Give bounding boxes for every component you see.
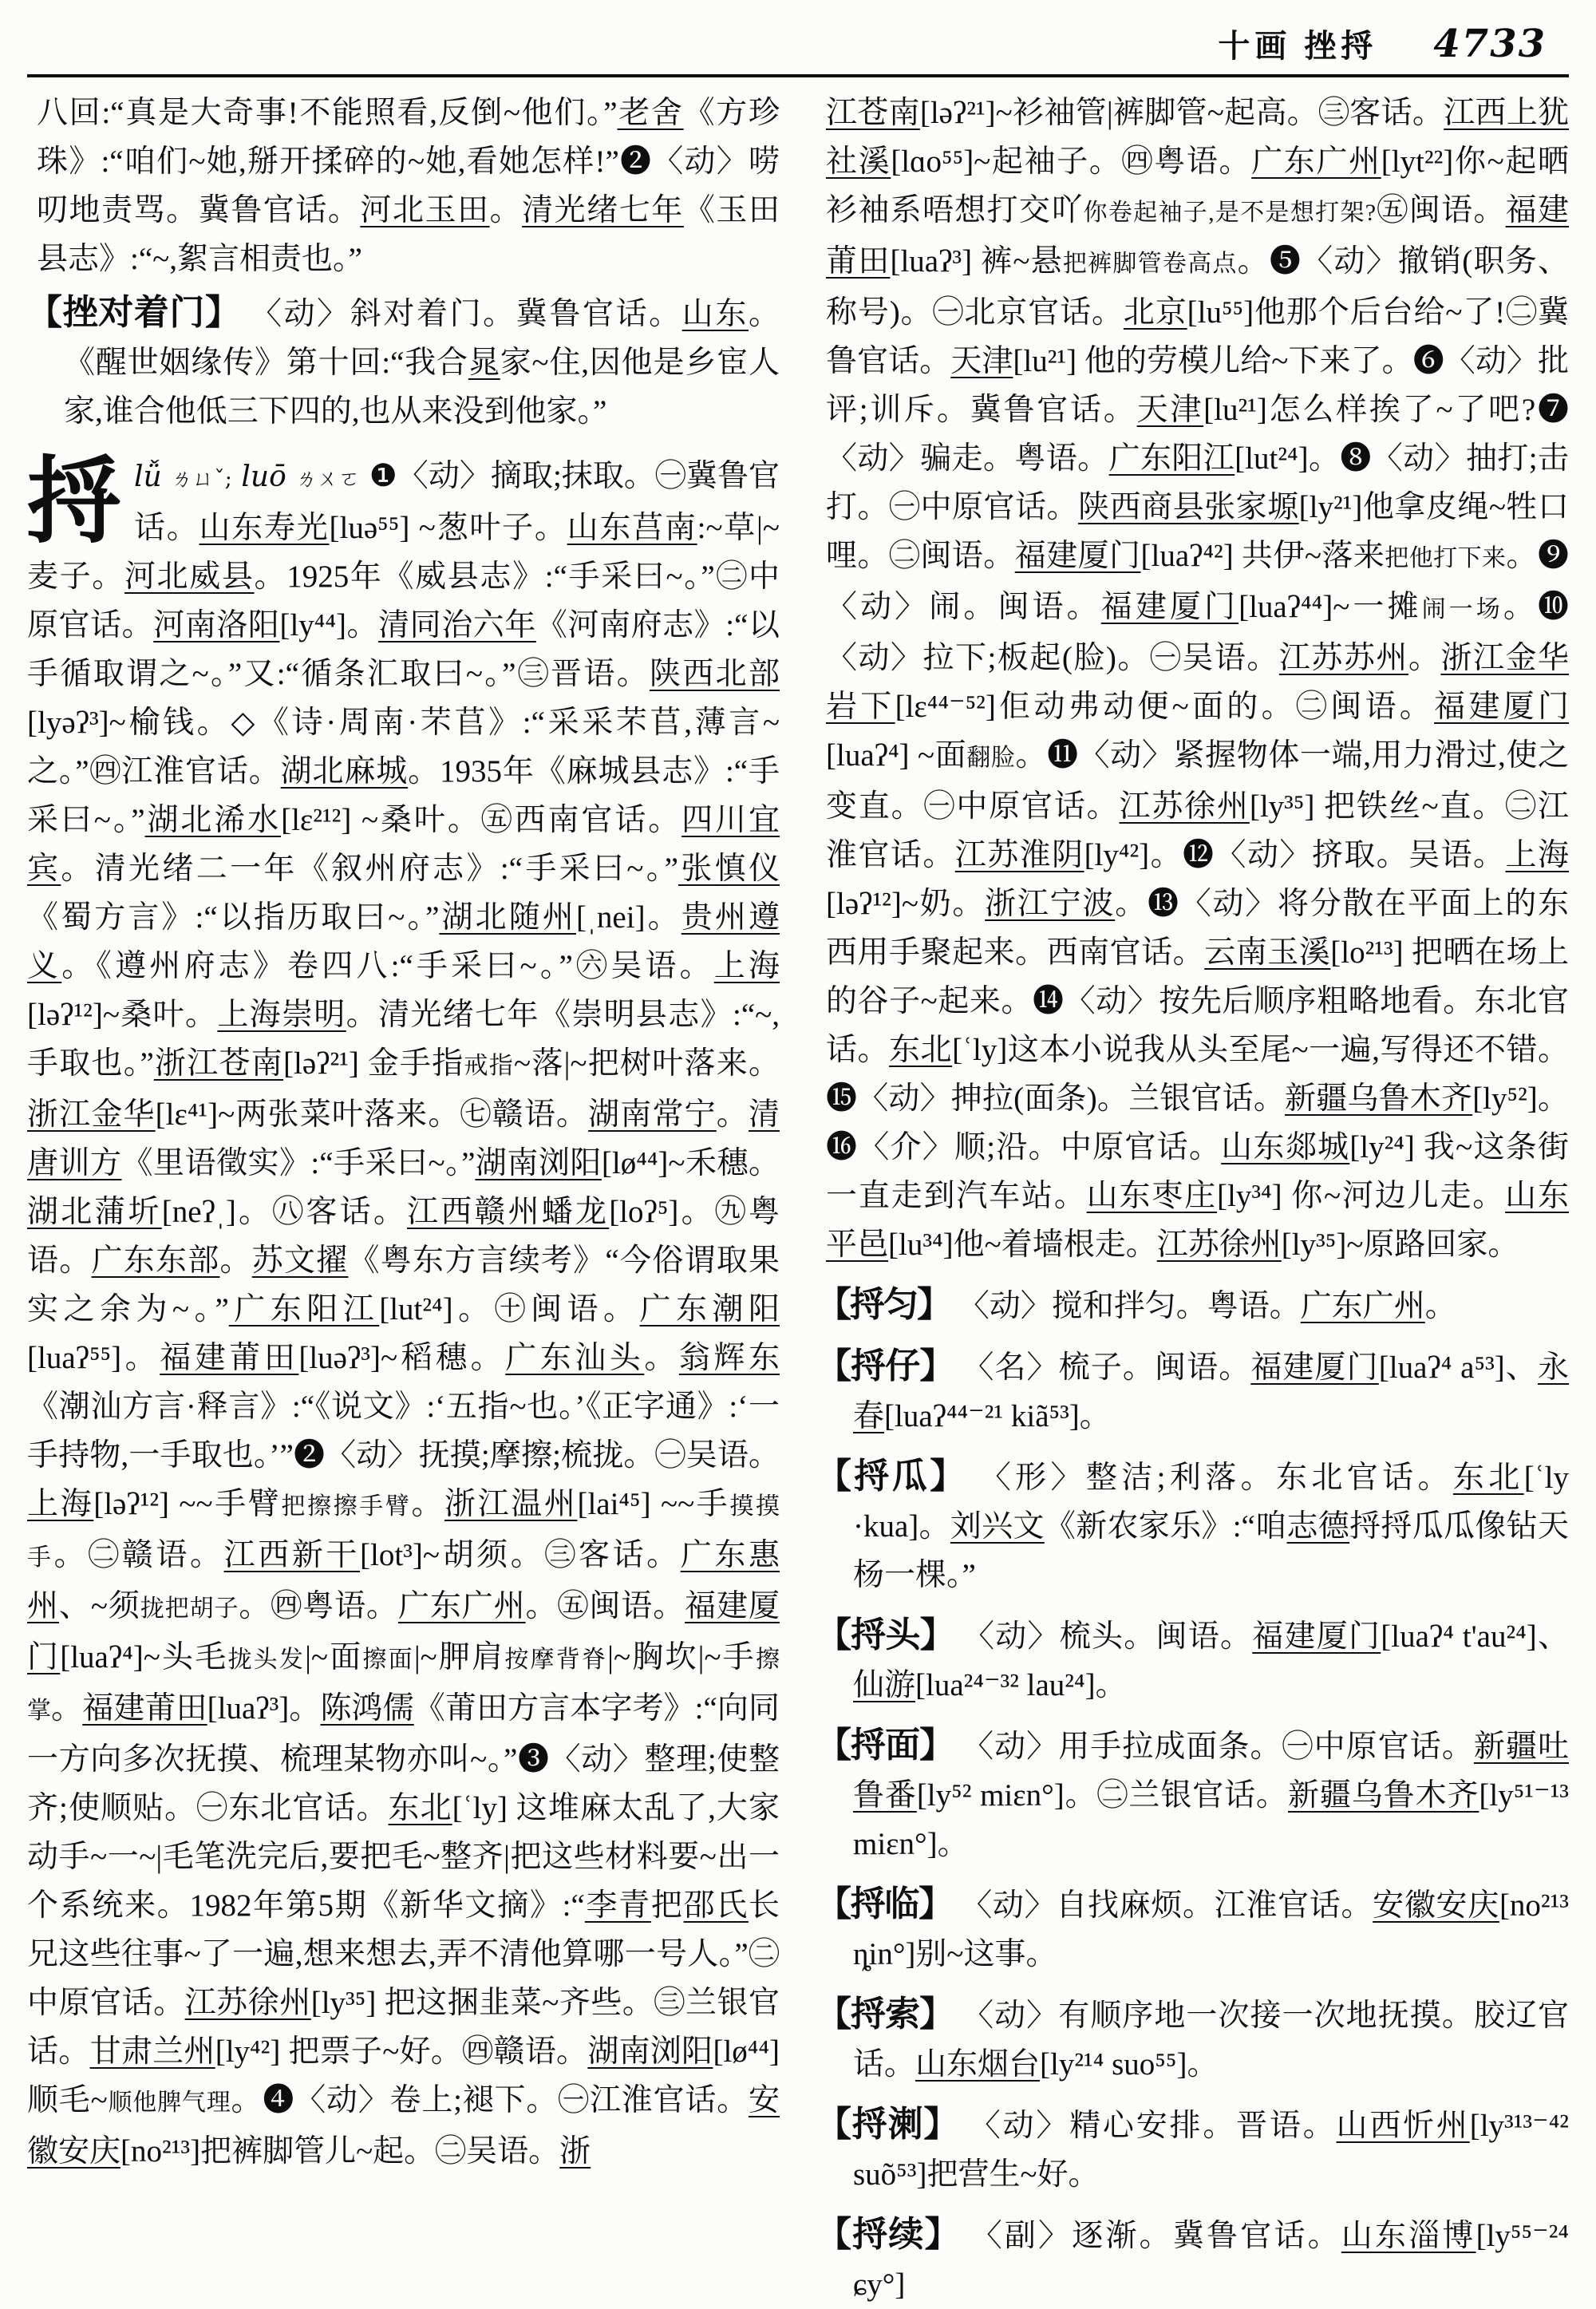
entry-headword: 【捋索】	[816, 1995, 954, 2034]
entry-headword: 【捋头】	[816, 1615, 954, 1655]
entry-body: ❶〈动〉摘取;抹取。㊀冀鲁官话。山东寿光[luə⁵⁵] ~葱叶子。山东莒南:~草|~麦子。河北威县。1925年《威县志》:“手采曰~。”㊁中原官话。河南洛阳[ly⁴⁴]。清同治六年《河南府志》:“以手循取谓之~。”又:“循条汇取曰~。”㊂晋语。陕西北部[lyəʔ³]~榆钱。◇《诗·周南·芣苢》:“采采芣苢,薄言~之。”㊃江淮官话。湖北麻城。1935年《麻城县志》:“手采曰~。”湖北浠水[lɛ²¹²] ~桑叶。㊄西南官话。四川宜宾。清光绪二一年《叙州府志》:“手采曰~。”张慎仪《蜀方言》:“以指历取曰~。”湖北随州[ˌnei]。贵州遵义。《遵州府志》卷四八:“手采曰~。”㊅吴语。上海[ləʔ¹²]~桑叶。上海崇明。清光绪七年《崇明县志》:“~,手取也。”浙江苍南[ləʔ²¹] 金手指戒指~落|~把树叶落来。浙江金华[lɛ⁴¹]~两张菜叶落来。㊆赣语。湖南常宁。清唐训方《里语徵实》:“手采曰~。”湖南浏阳[lø⁴⁴]~禾穗。湖北蒲圻[neʔˌ]。㊇客话。江西赣州蟠龙[loʔ⁵]。㊈粤语。广东东部。苏文擢《粤东方言续考》“今俗谓取果实之余为~。”广东阳江[lut²⁴]。㊉闽语。广东潮阳[luaʔ⁵⁵]。福建莆田[luəʔ³]~稻穗。广东汕头。翁辉东《潮汕方言·释言》:“《说文》:‘五指~也。’《正字通》:‘一手持物,一手取也。’”❷〈动〉抚摸;摩擦;梳拢。㊀吴语。上海[ləʔ¹²] ~~手臂把擦擦手臂。浙江温州[lai⁴⁵] ~~手摸摸手。㊁赣语。江西新干[lot³]~胡须。㊂客话。广东惠州、~须拢把胡子。㊃粤语。广东广州。㊄闽语。福建厦门[luaʔ⁴]~头毛拢头发|~面擦面|~胛肩按摩背脊|~胸坎|~手擦掌。福建莆田[luaʔ³]。陈鸿儒《莆田方言本字考》:“向同一方向多次抚摸、梳理某物亦叫~。”❸〈动〉整理;使整齐;使顺贴。㊀东北官话。东北[ʿly] 这堆麻太乱了,大家动手~一~|毛笔洗完后,要把毛~整齐|把这些材料要~出一个系统来。1982年第5期《新华文摘》:“李青把邵氏长兄这些往事~了一遍,想来想去,弄不清他算哪一号人。”㊁中原官话。江苏徐州[ly³⁵] 把这捆韭菜~齐些。㊂兰银官话。甘肃兰州[ly⁴²] 把票子~好。㊃赣语。湖南浏阳[lø⁴⁴]顺毛~顺他脾气理。❹〈动〉卷上;褪下。㊀江淮官话。安徽安庆[no²¹³]把裤脚管儿~起。㊁吴语。浙	[27, 459, 780, 2169]
dict-entry	[816, 1342, 1569, 1441]
entry-body: 〈形〉整洁;利落。东北官话。东北[ʿly ·kua]。刘兴文《新农家乐》:“咱志德捋捋瓜瓜像钻天杨一棵。”	[853, 1461, 1570, 1592]
continuation-paragraph: 八回:“真是大奇事!不能照看,反倒~他们。”老舍《方珍珠》:“咱们~她,掰开揉碎的~她,看她怎样!”❷〈动〉唠叨地责骂。冀鲁官话。河北玉田。清光绪七年《玉田县志》:“~,絮言相责也。”	[37, 96, 780, 276]
entry-body: 〈副〉逐渐。冀鲁官话。山东淄博[ly⁵⁵⁻²⁴ ɕy°]	[853, 2219, 1569, 2302]
entry-body: 〈动〉自找麻烦。江淮官话。安徽安庆[no²¹³ ȵin°]别~这事。	[853, 1888, 1570, 1971]
left-column	[27, 89, 780, 2309]
dict-entry	[816, 1721, 1569, 1868]
dict-entry	[816, 1880, 1569, 1979]
page-number: 4733	[1433, 22, 1547, 66]
entry-headword: 【捋续】	[816, 2215, 961, 2254]
two-column-body	[27, 89, 1569, 2309]
entry-headword: 【捋溂】	[816, 2105, 960, 2144]
entry-headword: 【捋瓜】	[816, 1457, 968, 1496]
page-header	[27, 14, 1569, 74]
dict-entry	[816, 1452, 1569, 1599]
entry-body: 〈动〉搅和拌匀。粤语。广东广州。	[958, 1289, 1456, 1323]
dict-entry	[816, 2100, 1569, 2199]
pronunciation: lǚ ㄌㄩˇ; luō ㄌㄨㄛ	[134, 461, 361, 493]
entry-headword: 【捋面】	[816, 1726, 954, 1765]
entry-headword: 【挫对着门】	[27, 293, 241, 332]
dict-entry-cuoduizhemen	[27, 288, 780, 436]
continuation-paragraph: 江苍南[ləʔ²¹]~衫袖管|裤脚管~起高。㊂客话。江西上犹社溪[lɑo⁵⁵]~起袖子。㊃粤语。广东广州[lyt²²]你~起晒衫袖系唔想打交吖你卷起袖子,是不是想打架?㊄闽语。福建莆田[luaʔ³] 裤~悬把裤脚管卷高点。❺〈动〉撤销(职务、称号)。㊀北京官话。北京[lu⁵⁵]他那个后台给~了!㊁冀鲁官话。天津[lu²¹] 他的劳模儿给~下来了。❻〈动〉批评;训斥。冀鲁官话。天津[lu²¹]怎么样挨了~了吧?❼〈动〉骗走。粤语。广东阳江[lut²⁴]。❽〈动〉抽打;击打。㊀中原官话。陕西商县张家塬[ly²¹]他拿皮绳~牲口哩。㊁闽语。福建厦门[luaʔ⁴²] 共伊~落来把他打下来。❾〈动〉闹。闽语。福建厦门[luaʔ⁴⁴]~一摊闹一场。❿〈动〉拉下;板起(脸)。㊀吴语。江苏苏州。浙江金华岩下[lɛ⁴⁴⁻⁵²]佢动弗动便~面的。㊁闽语。福建厦门[luaʔ⁴] ~面翻脸。⓫〈动〉紧握物体一端,用力滑过,使之变直。㊀中原官话。江苏徐州[ly³⁵] 把铁丝~直。㊁江淮官话。江苏淮阴[ly⁴²]。⓬〈动〉挤取。吴语。上海[ləʔ¹²]~奶。浙江宁波。⓭〈动〉将分散在平面上的东西用手聚起来。西南官话。云南玉溪[lo²¹³] 把晒在场上的谷子~起来。⓮〈动〉按先后顺序粗略地看。东北官话。东北[ʿly]这本小说我从头至尾~一遍,写得还不错。⓯〈动〉抻拉(面条)。兰银官话。新疆乌鲁木齐[ly⁵²]。⓰〈介〉顺;沿。中原官话。山东郯城[ly²⁴] 我~这条街一直走到汽车站。山东枣庄[ly³⁴] 你~河边儿走。山东平邑[lu³⁴]他~着墙根走。江苏徐州[ly³⁵]~原路回家。	[826, 96, 1569, 1262]
dict-entry-lv	[27, 452, 780, 2176]
dict-entry	[816, 1611, 1569, 1710]
entry-body: 〈动〉精心安排。晋语。山西忻州[ly³¹³⁻⁴² suõ⁵³]把营生~好。	[853, 2109, 1569, 2192]
entry-body: 〈动〉梳头。闽语。福建厦门[luaʔ⁴ t'au²⁴]、仙游[lua²⁴⁻³² lau²⁴]。	[853, 1619, 1569, 1702]
entry-body: 〈动〉有顺序地一次接一次地抚摸。胶辽官话。山东烟台[ly²¹⁴ suo⁵⁵]。	[853, 1999, 1569, 2082]
entry-headword: 【捋匀】	[816, 1285, 950, 1324]
dict-entry	[816, 1990, 1569, 2089]
entry-headword: 【捋临】	[816, 1884, 953, 1924]
entry-body: 〈名〉梳子。闽语。福建厦门[luaʔ⁴ a⁵³]、永春[luaʔ⁴⁴⁻²¹ kiã⁵³]。	[853, 1350, 1570, 1433]
section-title: 十画 挫捋	[1218, 28, 1378, 64]
entry-body: 〈动〉用手拉成面条。㊀中原官话。新疆吐鲁番[ly⁵² miɛn°]。㊁兰银官话。新疆乌鲁木齐[ly⁵¹⁻¹³ miɛn°]。	[853, 1730, 1569, 1861]
dict-entry	[816, 2210, 1569, 2309]
entry-headword: 【捋仔】	[816, 1346, 954, 1386]
dict-entry	[816, 1280, 1569, 1330]
head-character-body	[27, 452, 780, 2176]
right-column	[816, 89, 1569, 2309]
head-character: 捋	[27, 450, 122, 555]
header-rule	[27, 74, 1569, 77]
entry-body: 〈动〉斜对着门。冀鲁官话。山东。《醒世姻缘传》第十回:“我合晁家~住,因他是乡宦人家,谁合他低三下四的,也从来没到他家。”	[64, 297, 780, 429]
